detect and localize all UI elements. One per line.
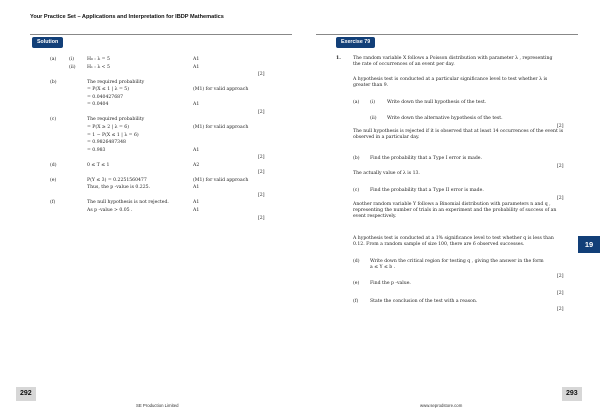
solution-working: The required probability <box>87 79 145 85</box>
solution-mark: A1 <box>193 147 200 153</box>
part-d-marks: [2] <box>557 274 564 279</box>
book-title: Your Practice Set – Applications and Interpretation for IBDP Mathematics <box>30 14 224 20</box>
solution-working: The null hypothesis is not rejected. <box>87 200 169 206</box>
solution-part-label: (b) <box>50 79 57 85</box>
solution-working: H₀ : λ = 5 <box>87 57 110 62</box>
solution-working: = P(X ≤ 1 | λ = 5) <box>87 87 130 93</box>
solution-subpart-label: (ii) <box>69 64 76 70</box>
part-ai-text: Write down the null hypothesis of the test. <box>387 100 487 105</box>
solution-part-label: (a) <box>50 57 57 62</box>
part-f-label: (f) <box>353 299 359 304</box>
solution-mark: A1 <box>193 64 200 70</box>
solution-mark: A1 <box>193 208 200 213</box>
part-d-label: (d) <box>353 259 360 264</box>
solution-total-marks: [2] <box>258 109 265 115</box>
part-b-text: Find the probability that a Type I error is made. <box>370 156 482 161</box>
solution-header: Solution <box>32 37 63 48</box>
solution-total-marks: [2] <box>258 215 265 221</box>
solution-working: Thus, the p -value is 0.225. <box>87 185 151 191</box>
part-c-label: (c) <box>353 188 360 193</box>
solution-working: The required probability <box>87 117 145 123</box>
chapter-tab: 19 <box>578 236 600 253</box>
solution-working: = 0.0404 <box>87 102 109 108</box>
para4-line-2: 0.12. From a random sample of size 100, there are 6 observed successes. <box>353 242 525 247</box>
solution-mark: A1 <box>193 57 200 62</box>
solution-total-marks: [2] <box>258 192 265 198</box>
solution-mark: A1 <box>193 102 200 108</box>
para4-line-1: A hypothesis test is conducted at a 1% significance level to test whether q is less than <box>353 236 554 241</box>
para1-line-2: greater than 9. <box>353 83 389 88</box>
solution-mark: A1 <box>193 185 200 191</box>
right-header-rule <box>316 34 578 35</box>
solution-part-label: (d) <box>50 162 57 168</box>
solution-working: 0 ≤ T ≤ 1 <box>87 162 110 168</box>
solution-working: = 0.9826487348 <box>87 140 126 146</box>
part-a-label: (a) <box>353 100 360 105</box>
part-c-marks: [2] <box>557 196 564 201</box>
part-f-marks: [2] <box>557 307 564 312</box>
right-page-number: 293 <box>562 387 582 401</box>
part-d-text-1: Write down the critical region for testing q , giving the answer in the form <box>370 259 544 264</box>
solution-total-marks: [2] <box>258 155 265 161</box>
part-f-text: State the conclusion of the test with a reason. <box>370 299 478 304</box>
solution-working: P(Y ≤ 3) = 0.2251560477 <box>87 177 147 183</box>
para2-line-2: observed in a particular day. <box>353 135 420 140</box>
solution-mark: (M1) for valid approach <box>193 177 249 183</box>
solution-working: = 0.040427687 <box>87 94 123 100</box>
part-aii-label: (ii) <box>370 116 377 121</box>
solution-working: H₁ : λ < 5 <box>87 64 110 70</box>
part-e-marks: [2] <box>557 291 564 296</box>
intro-line-1: The random variable X follows a Poisson distribution with parameter λ , representing <box>353 56 553 61</box>
exercise-header: Exercise 79 <box>336 37 375 48</box>
solution-working: As p -value > 0.05 . <box>87 208 133 213</box>
solution-part-label: (c) <box>50 117 57 123</box>
solution-mark: A1 <box>193 200 200 206</box>
para3-line-3: event respectively. <box>353 214 397 219</box>
left-page-number: 292 <box>16 387 36 401</box>
solution-part-label: (e) <box>50 177 57 183</box>
part-e-text: Find the p -value. <box>370 281 411 286</box>
left-header-rule <box>30 34 292 35</box>
actual-value: The actually value of λ is 13. <box>353 171 420 176</box>
para1-line-1: A hypothesis test is conducted at a particular significance level to test whether λ is <box>353 77 548 82</box>
para3-line-2: representing the number of trials in an experiment and the probability of success of an <box>353 208 557 213</box>
question-number: 1. <box>336 56 341 61</box>
publisher: SE Production Limited <box>136 403 179 408</box>
part-aii-text: Write down the alternative hypothesis of the test. <box>387 116 503 121</box>
para2-line-1: The null hypothesis is rejected if it is observed that at least 14 occurrences of the event is <box>353 129 564 134</box>
part-c-text: Find the probability that a Type II error is made. <box>370 188 484 193</box>
website: www.seprodstore.com <box>420 403 463 408</box>
solution-total-marks: [2] <box>258 170 265 176</box>
solution-subpart-label: (i) <box>69 57 75 62</box>
solution-part-label: (f) <box>50 200 56 206</box>
intro-line-2: the rate of occurrences of an event per day. <box>353 62 455 67</box>
part-b-marks: [2] <box>557 164 564 169</box>
solution-working: = 0.983 <box>87 147 106 153</box>
solution-total-marks: [2] <box>258 72 265 78</box>
solution-mark: (M1) for valid approach <box>193 87 249 93</box>
solution-mark: A2 <box>193 162 200 168</box>
part-ai-label: (i) <box>370 100 376 105</box>
part-e-label: (e) <box>353 281 360 286</box>
solution-mark: (M1) for valid approach <box>193 124 249 130</box>
solution-working: = 1 − P(X ≤ 1 | λ = 6) <box>87 132 139 138</box>
part-d-text-2: a ≤ Y ≤ b . <box>370 265 396 270</box>
part-a-marks: [2] <box>557 124 564 129</box>
part-b-label: (b) <box>353 156 360 161</box>
para3-line-1: Another random variable Y follows a Binomial distribution with parameters n and q , <box>353 202 551 207</box>
solution-working: = P(X ≥ 2 | λ = 6) <box>87 124 130 130</box>
